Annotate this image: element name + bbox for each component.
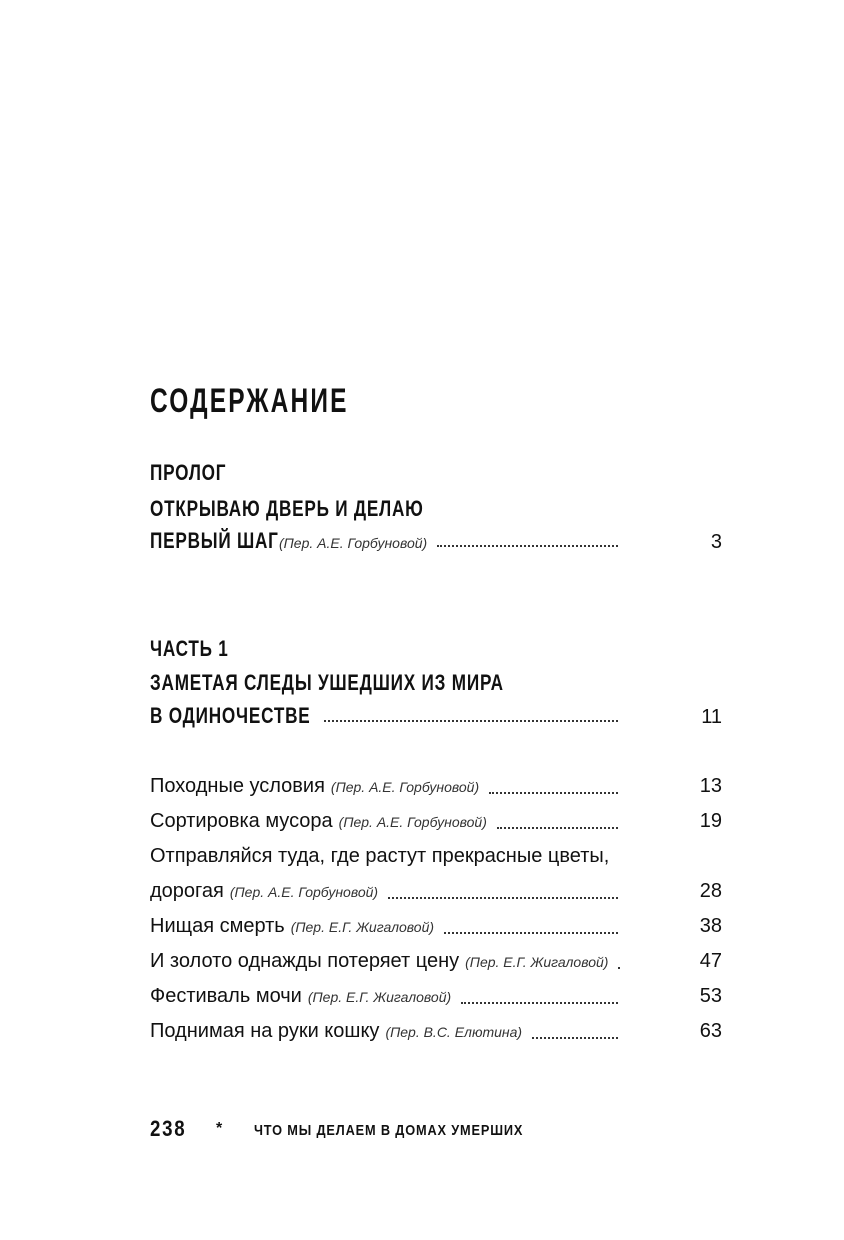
toc-entry[interactable] <box>150 1020 722 1050</box>
prologue-label: ПРОЛОГ <box>150 460 227 485</box>
page-number: 47 <box>699 950 722 972</box>
page-number: 11 <box>701 706 722 728</box>
entry-title: Поднимая на руки кошку <box>150 1020 380 1042</box>
toc-entry[interactable] <box>150 915 722 945</box>
dot-leader <box>618 967 620 969</box>
toc-entry[interactable] <box>150 985 722 1015</box>
toc-title: СОДЕРЖАНИЕ <box>150 382 349 420</box>
part1-label: ЧАСТЬ 1 <box>150 636 229 661</box>
toc-entry-part1[interactable] <box>150 703 722 733</box>
prologue-translator: (Пер. А.Е. Горбуновой) <box>278 535 428 551</box>
page-number: 19 <box>699 810 722 832</box>
toc-entry[interactable] <box>150 880 722 910</box>
dot-leader <box>532 1037 618 1039</box>
dot-leader <box>444 932 618 934</box>
dot-leader <box>489 792 618 794</box>
page-number: 38 <box>699 915 722 937</box>
entry-translator: (Пер. А.Е. Горбуновой) <box>229 884 379 900</box>
entry-translator: (Пер. А.Е. Горбуновой) <box>330 779 480 795</box>
dot-leader <box>388 897 618 899</box>
page-number: 53 <box>699 985 722 1007</box>
entry-title: Походные условия <box>150 775 325 797</box>
entry-translator: (Пер. Е.Г. Жигаловой) <box>465 954 609 970</box>
page-number: 63 <box>699 1020 722 1042</box>
page-footer <box>150 1116 750 1146</box>
part1-title-line2: В ОДИНОЧЕСТВЕ <box>150 703 311 728</box>
footer-book-title: ЧТО МЫ ДЕЛАЕМ В ДОМАХ УМЕРШИХ <box>254 1122 524 1139</box>
dot-leader <box>324 720 618 722</box>
entry-title: И золото однажды потеряет цену <box>150 950 460 972</box>
toc-entry[interactable] <box>150 810 722 840</box>
prologue-title-line1: ОТКРЫВАЮ ДВЕРЬ И ДЕЛАЮ <box>150 496 424 521</box>
dot-leader <box>497 827 618 829</box>
asterisk-icon: * <box>216 1120 223 1137</box>
footer-page-number: 238 <box>150 1116 187 1141</box>
entry-translator: (Пер. Е.Г. Жигаловой) <box>307 989 452 1005</box>
entry-title: Фестиваль мочи <box>150 985 302 1007</box>
dot-leader <box>461 1002 618 1004</box>
dot-leader <box>437 545 618 547</box>
page-number: 13 <box>699 775 722 797</box>
part1-title-line1: ЗАМЕТАЯ СЛЕДЫ УШЕДШИХ ИЗ МИРА <box>150 670 504 695</box>
prologue-title-line2: ПЕРВЫЙ ШАГ <box>150 528 279 553</box>
entry-title: дорогая <box>150 880 224 902</box>
toc-entry-prologue[interactable] <box>150 528 722 558</box>
page-number: 28 <box>699 880 722 902</box>
entry-title: Сортировка мусора <box>150 810 333 832</box>
toc-entry[interactable] <box>150 775 722 805</box>
page-number: 3 <box>710 531 722 553</box>
entry-translator: (Пер. В.С. Елютина) <box>385 1024 523 1040</box>
entry-title: Отправляйся туда, где растут прекрасные цветы, <box>150 845 610 867</box>
entry-title: Нищая смерть <box>150 915 285 937</box>
toc-entry[interactable] <box>150 845 722 875</box>
entry-translator: (Пер. А.Е. Горбуновой) <box>338 814 487 830</box>
entry-translator: (Пер. Е.Г. Жигаловой) <box>290 919 435 935</box>
toc-entry[interactable] <box>150 950 722 980</box>
